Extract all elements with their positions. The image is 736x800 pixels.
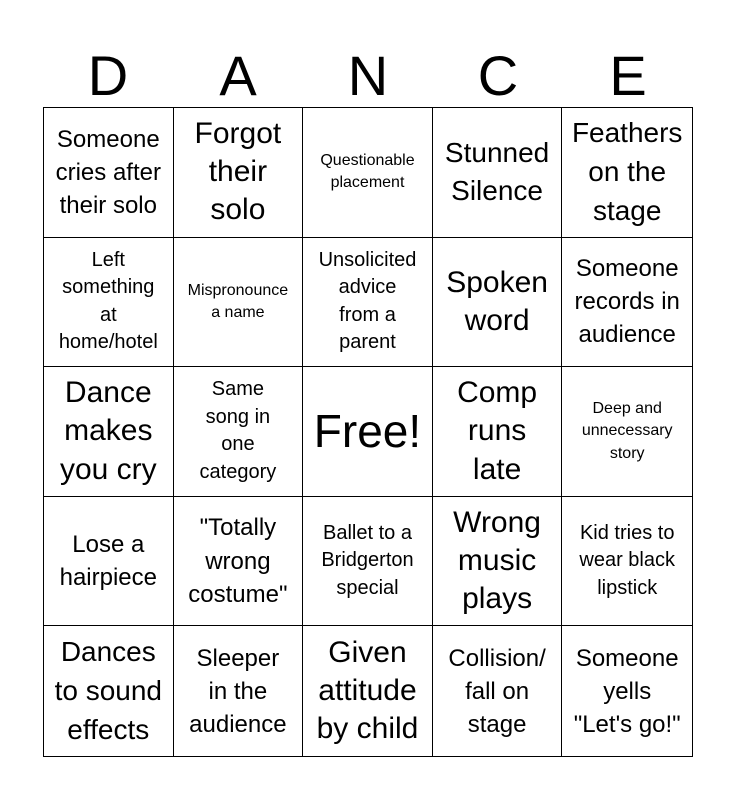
bingo-cell-text: Same song in one category (199, 378, 277, 484)
bingo-card (43, 107, 693, 757)
bingo-cell-text: Dances to sound effects (54, 636, 162, 745)
bingo-cell[interactable] (44, 238, 174, 368)
free-space-cell[interactable] (303, 367, 433, 497)
bingo-cell-text: Stunned Silence (444, 136, 550, 207)
title-letter-n: N (347, 44, 389, 107)
bingo-cell-text: Unsolicited advice from a parent (318, 248, 417, 354)
title-letter-a: A (219, 44, 257, 107)
bingo-cell-text: Left something at home/hotel (58, 248, 158, 354)
bingo-cell[interactable] (562, 238, 692, 368)
bingo-cell[interactable] (44, 108, 174, 238)
bingo-cell[interactable] (562, 367, 692, 497)
title-letter-d: D (87, 44, 129, 107)
bingo-cell-text: Sleeper in the audience (189, 644, 287, 738)
bingo-title (43, 44, 693, 108)
bingo-cell[interactable] (562, 108, 692, 238)
bingo-cell-text: Given attitude by child (316, 635, 419, 746)
bingo-cell[interactable] (433, 626, 563, 756)
bingo-cell[interactable] (174, 497, 304, 627)
bingo-cell-text: Collision/ fall on stage (448, 644, 546, 738)
bingo-cell[interactable] (174, 626, 304, 756)
bingo-cell-text: Feathers on the stage (571, 117, 683, 226)
bingo-cell[interactable] (44, 626, 174, 756)
bingo-cell-text: Kid tries to wear black lipstick (579, 521, 675, 599)
bingo-cell[interactable] (433, 238, 563, 368)
bingo-cell-text: Someone records in audience (574, 255, 680, 349)
bingo-cell-text: Free! (313, 404, 422, 457)
bingo-cell[interactable] (433, 497, 563, 627)
bingo-cell[interactable] (44, 367, 174, 497)
bingo-cell[interactable] (44, 497, 174, 627)
bingo-cell[interactable] (174, 238, 304, 368)
bingo-cell-text: Someone yells "Let's go!" (573, 644, 681, 738)
bingo-cell-text: Mispronounce a name (187, 281, 289, 321)
bingo-cell-text: "Totally wrong costume" (188, 514, 288, 608)
title-letter-e: E (609, 44, 647, 107)
bingo-cell[interactable] (303, 108, 433, 238)
bingo-cell-text: Forgot their solo (194, 116, 282, 227)
bingo-cell-text: Ballet to a Bridgerton special (321, 521, 414, 599)
bingo-cell[interactable] (303, 626, 433, 756)
bingo-cell-text: Deep and unnecessary story (581, 400, 673, 462)
bingo-cell-text: Questionable placement (320, 152, 415, 192)
bingo-cell-text: Lose a hairpiece (59, 530, 157, 592)
bingo-cell-text: Wrong music plays (453, 505, 541, 616)
bingo-cell[interactable] (174, 367, 304, 497)
bingo-cell[interactable] (562, 626, 692, 756)
bingo-cell[interactable] (433, 367, 563, 497)
bingo-cell[interactable] (433, 108, 563, 238)
bingo-cell[interactable] (303, 497, 433, 627)
bingo-cell-text: Dance makes you cry (59, 375, 157, 486)
bingo-cell[interactable] (303, 238, 433, 368)
bingo-cell[interactable] (562, 497, 692, 627)
title-letter-c: C (477, 44, 519, 107)
bingo-cell-text: Comp runs late (457, 375, 538, 486)
bingo-cell-text: Someone cries after their solo (55, 125, 161, 219)
bingo-cell[interactable] (174, 108, 304, 238)
bingo-cell-text: Spoken word (446, 265, 548, 337)
